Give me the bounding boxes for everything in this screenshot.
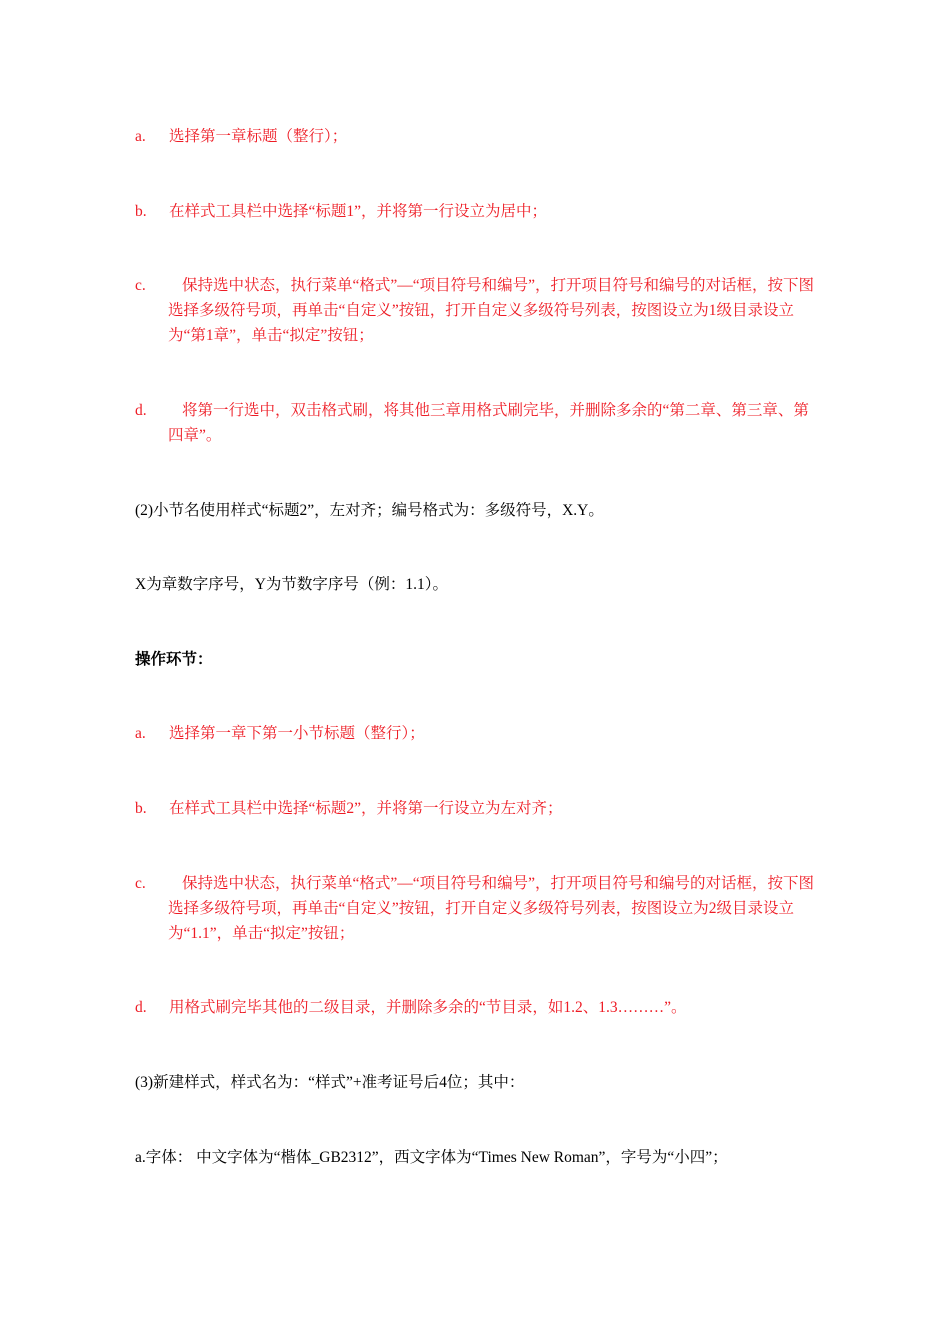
list-item <box>135 124 815 149</box>
list-marker: d. <box>135 402 147 419</box>
list-item-text: 在样式工具栏中选择“标题1”，并将第一行设立为居中； <box>169 203 548 220</box>
list-item <box>135 796 815 821</box>
list-item-text: 将第一行选中，双击格式刷，将其他三章用格式刷完毕，并删除多余的“第二章、第三章、第四章”。 <box>168 402 809 444</box>
list-marker: a. <box>135 725 146 742</box>
paragraph-section-2: (2)小节名使用样式“标题2”，左对齐；编号格式为：多级符号，X.Y。 <box>135 502 604 519</box>
list-item-text: 选择第一章标题（整行）； <box>169 128 348 145</box>
paragraph-font-settings: a.字体： 中文字体为“楷体_GB2312”，西文字体为“Times New Roman”，字号为“小四”； <box>135 1149 728 1166</box>
list-item-text: 保持选中状态，执行菜单“格式”—“项目符号和编号”，打开项目符号和编号的对话框，按下图选择多级符号项，再单击“自定义”按钮，打开自定义多级符号列表，按图设立为2级目录设立为“1.1”，单击“拟定”按钮； <box>168 875 815 942</box>
list-marker: b. <box>135 800 147 817</box>
heading-operation-steps: 操作环节： <box>135 651 213 668</box>
list-item <box>135 273 815 348</box>
list-item <box>135 995 815 1020</box>
paragraph-section-3: (3)新建样式，样式名为：“样式”+准考证号后4位；其中： <box>135 1074 525 1091</box>
list-marker: b. <box>135 203 147 220</box>
paragraph-xy-definition: X为章数字序号，Y为节数字序号（例：1.1）。 <box>135 576 449 593</box>
list-item <box>135 398 815 448</box>
list-item-text: 在样式工具栏中选择“标题2”，并将第一行设立为左对齐； <box>169 800 563 817</box>
list-item-text: 选择第一章下第一小节标题（整行）； <box>169 725 425 742</box>
list-marker: d. <box>135 999 147 1016</box>
list-marker: c. <box>135 875 146 892</box>
list-item-text: 保持选中状态，执行菜单“格式”—“项目符号和编号”，打开项目符号和编号的对话框，按下图选择多级符号项，再单击“自定义”按钮，打开自定义多级符号列表，按图设立为1级目录设立为“第1章”，单击“拟定”按钮； <box>168 277 815 344</box>
list-item <box>135 721 815 746</box>
list-item <box>135 199 815 224</box>
list-marker: a. <box>135 128 146 145</box>
list-item <box>135 871 815 946</box>
list-item-text: 用格式刷完毕其他的二级目录，并删除多余的“节目录，如1.2、1.3………”。 <box>169 999 687 1016</box>
list-marker: c. <box>135 277 146 294</box>
